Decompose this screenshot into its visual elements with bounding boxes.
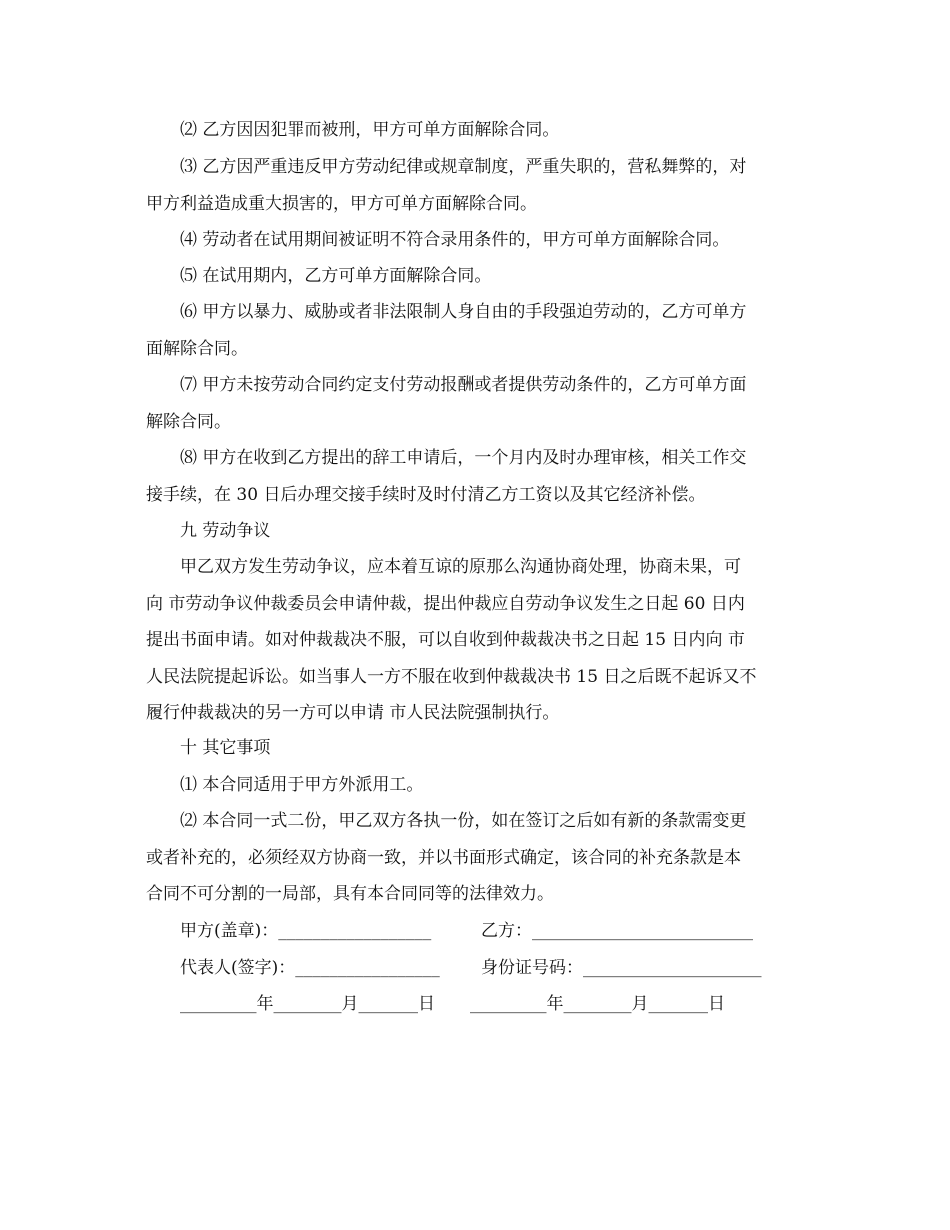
party-b-field: 乙方：__________________________	[481, 921, 753, 941]
id-number-field: 身份证号码：_____________________	[481, 958, 762, 978]
section-9-body	[146, 549, 806, 732]
clause-line: ⑹ 甲方以暴力、威胁或者非法限制人身自由的手段强迫劳动的，乙方可单方	[180, 302, 747, 322]
clause-7	[146, 367, 806, 440]
body-line: ⑵ 本合同一式二份，甲乙双方各执一份，如在签订之后如有新的条款需变更	[180, 811, 747, 831]
date-field-party-b: _________年________月_______日	[470, 994, 725, 1014]
section-10-heading: 十 其它事项	[180, 738, 271, 758]
body-line: 向 市劳动争议仲裁委员会申请仲裁，提出仲裁应自劳动争议发生之日起 60 日内	[146, 593, 745, 614]
body-line: 或者补充的，必须经双方协商一致，并以书面形式确定，该合同的补充条款是本	[146, 847, 741, 868]
clause-line: 接手续，在 30 日后办理交接手续时及时付清乙方工资以及其它经济补偿。	[146, 484, 706, 505]
clause-line: ⑵ 乙方因因犯罪而被刑，甲方可单方面解除合同。	[180, 120, 560, 140]
section-10-item-2	[146, 803, 806, 913]
clause-line: ⑷ 劳动者在试用期间被证明不符合录用条件的，甲方可单方面解除合同。	[180, 230, 730, 250]
section-9-heading: 九 劳动争议	[180, 521, 271, 541]
clause-line: ⑸ 在试用期内，乙方可单方面解除合同。	[180, 266, 492, 286]
clause-2	[146, 112, 806, 149]
date-field-party-a: _________年________月_______日	[180, 994, 435, 1014]
clause-6	[146, 294, 806, 367]
body-line: 提出书面申请。如对仲裁裁决不服，可以自收到仲裁裁决书之日起 15 日内向 市	[146, 630, 745, 650]
clause-line: 面解除合同。	[146, 338, 248, 359]
body-line: 合同不可分割的一局部，具有本合同同等的法律效力。	[146, 884, 554, 904]
clause-line: ⑻ 甲方在收到乙方提出的辞工申请后，一个月内及时办理审核，相关工作交	[180, 448, 747, 468]
clause-4	[146, 222, 806, 259]
clause-line: 解除合同。	[146, 411, 231, 432]
clause-8	[146, 440, 806, 513]
clause-5	[146, 258, 806, 295]
representative-signature-field: 代表人(签字)：_________________	[180, 958, 440, 978]
section-10-item-1	[146, 767, 806, 804]
clause-line: ⑶ 乙方因严重违反甲方劳动纪律或规章制度，严重失职的，营私舞弊的，对	[180, 157, 747, 177]
clause-3	[146, 149, 806, 222]
party-a-seal-field: 甲方(盖章)：__________________	[180, 921, 432, 941]
clause-line: ⑺ 甲方未按劳动合同约定支付劳动报酬或者提供劳动条件的，乙方可单方面	[180, 375, 747, 395]
body-line: 履行仲裁裁决的另一方可以申请 市人民法院强制执行。	[146, 703, 560, 723]
clause-line: 甲方利益造成重大损害的，甲方可单方面解除合同。	[146, 193, 537, 214]
body-line: 甲乙双方发生劳动争议，应本着互谅的原那么沟通协商处理，协商未果，可	[180, 557, 741, 577]
body-line: ⑴ 本合同适用于甲方外派用工。	[180, 775, 424, 795]
body-line: 人民法院提起诉讼。如当事人一方不服在收到仲裁裁决书 15 日之后既不起诉又不	[146, 666, 757, 687]
